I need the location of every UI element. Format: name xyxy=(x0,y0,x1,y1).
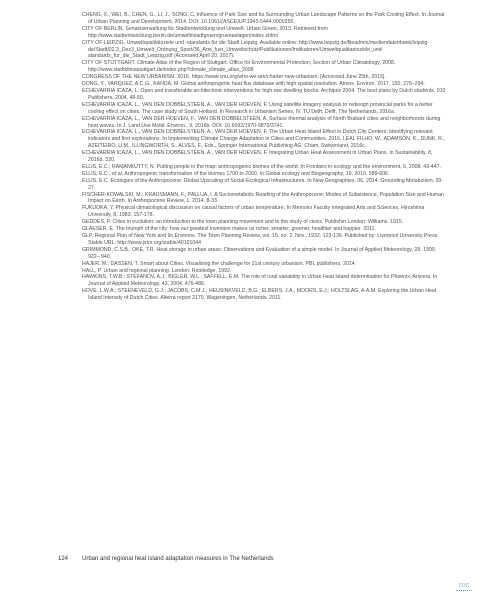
reference-entry: ELLIS, E.C.; RAMANKUTTY, N. Putting people in the map: anthropogenic biomes of the world. In Frontiers in ecology and the environment, 6, 2008. 43-447. xyxy=(82,163,441,170)
reference-entry: GEDDES, P. Cities in evolution: an introduction to the town planning movement and to the study of civics. Publisher London: Williams. 1915. xyxy=(82,219,404,226)
reference-entry: ECHEVARRIA ICAZA, L., VAN DEN DOBBELSTEEN, A., VAN DER HOEVEN, F. Integrating Urban Heat Assessment in Urban Plans. In Sustainability, 8, 2016d. 320. xyxy=(82,150,433,164)
reference-list xyxy=(82,12,448,302)
reference-entry: ECHEVARRIA ICAZA, L., VAN DEN DOBBELSTEEN, A., VAN DER HOEVEN, F. The Urban Heat Island Effect in Dutch City Centers: Identifying relevant indicators and first explorations. In Implementing Climate Change Adaptation in Cities and Communities, 2016. LEAL FILHO, W., ADAMSON, K., DUNK, R., AZEITEIRO, U.M., ILLINGWORTH, S., ALVES, F., Eds., Springer International Publishing AG: Cham, Switzerland, 2016c. xyxy=(82,129,445,150)
toc-label: TOC xyxy=(458,583,470,589)
reference-entry: ELLIS, E.C. Ecologies of the Anthropocene: Global Upscaling of Social-Ecological Infrastructures. In New Geographies, 06, 2014. Grounding Metabolism. 20-27. xyxy=(82,177,444,191)
reference-entry: ECHEVARRIA ICAZA, L. Open and transferable architectonic interventions for high rise dwelling blocks. Archiprix 2004. The best plans by Dutch students. 010 Publishers, 2004. 48-50. xyxy=(82,87,446,101)
reference-entry: HALL, P. Urban and regional planning. London: Routledge, 1992. xyxy=(82,267,232,274)
reference-entry: ECHEVARRIA ICAZA, L., VAN DER HOEVEN, F., VAN DEN DOBBELSTEEN, A. Surface thermal analysis of North Brabant cities and neighborhoods during heat waves. In J. Land Use Mobil. Environ., 9, 2016b. DOI: 10.6092/1970-9870/3741. xyxy=(82,115,441,129)
reference-entry: FUKUOKA, Y. Physical climatological discussion on causal factors of urban temperature. In Memoirs Faculty Integrated Arts and Sciences, Hiroshima University, 8, 1983. 157-178. xyxy=(82,205,425,219)
toc-link[interactable] xyxy=(456,583,472,593)
reference-entry: ELLIS, E.C., et al. Anthropogenic transformation of the biomes 1700 to 2000. In Global ecology and Biogeography, 19, 2010. 589-606. xyxy=(82,170,390,177)
reference-entry: CITY OF STUTTGART. Climate Atlas of the Region of Stuttgart. Office for Environmental Protection, Section of Urban Climatology, 2008. http://www.stadtklimastuttgart.de/index.php?climate_climate_atlas_2008 xyxy=(82,60,396,74)
reference-entry: CITY OF LEIPZIG. Umweltqualitätsziele und -standards für die Stadt Leipzig. Available online: http://www.leipzig.de/fileadmin/mediendatenbank/leipzig-de/Stadt/02.3_Dez3_Umwelt_Ordnung_Sport/36_Amt_fuer_Umweltschutz/Publikationen/Indikatoren/Umweltqualitaetsziele_und-standards_fur_die_Stadt_Leipzig.pdf (Accessed April 20, 2017). xyxy=(82,39,429,60)
reference-entry: ECHEVARRIA ICAZA, L., VAN DEN DOBBELSTEEN, A., VAN DER HOEVEN, F. Using satellite imagery analysis to redesign provincial parks for a better cooling effect on cities. The case study of South Holland. In Research in Urbanism Series, IV. TU Delft: Delft, The Netherlands, 2016a. xyxy=(82,101,433,115)
reference-entry: FISCHER-KOWALSKI, M.; KRAUSMANN, F.; PALLUA, I. A Sociometabolic Reading of the Anthropocene: Modes of Subsistence, Population Size and Human Impact on Earth. In Anthropocene Review, 1, 2014. 8-33. xyxy=(82,191,444,205)
reference-entry: CHENG, X., WEI, B., CHEN, G., LI, J., SONG, C. Influence of Park Size and Its Surrounding Urban Landscape Patterns on the Park Cooling Effect. In Journal of Urban Planning and Development, 2014. DOI: 10.1061/(ASCE)UP.1943-5444.0000256. xyxy=(82,12,445,25)
reference-entry: CITY OF BERLIN. Senatsverwaltung für Stadtentwicklung und Umwelt. Urban Green, 2013. Retrieved from http://www.stadtentwicklung.berlin.de/umwelt/stadtgruen/gruenanlagen/index.shtml xyxy=(82,25,328,39)
running-title: Urban and regional heat island adaptation measures in The Netherlands xyxy=(82,556,274,562)
reference-entry: HAWKINS, T.W.B.; STEFANOV, A.J.; BIGLER, W.L.; SAFFELL, E.M. The role of rural variability in Urban Heat Island determination for Phoenix, Arizona. In Journal of Applied Meteorology, 43, 2004. 476-486. xyxy=(82,274,438,288)
page-footer xyxy=(58,556,462,564)
toc-underline xyxy=(456,590,472,593)
reference-entry: GLP. Regional Plan of New York and Its Environs. The Town Planning Review, vol. 15, no. 2, Nov., 1932. 123-136. Published by: Liverpool University Press. Stable URL: http://www.jstor.org/stable/40101044 xyxy=(82,233,439,246)
reference-entry: HOVE, L.W.A.; STEENEVELD, G.J.; JACOBS, C.M.J.; HEUSINKVELD, B.G.; ELBERS, J.A.; MOORS, E.J.; HOLTSLAG, A.A.M. Exploring the Urban Heat Island Intensity of Dutch Cities. Alterra report 2170. Wageningen, Netherlands, 2011. xyxy=(82,288,437,302)
reference-entry: GLAESER, E. The triumph of the city: how our greatest invention makes us richer, smarter, greener, healthier and happier. 2011. xyxy=(82,226,376,233)
page-number: 124 xyxy=(58,556,69,562)
reference-entry: HAJER, M.; DASSEN, T. Smart about Cities. Visualising the challenge for 21st century urbanism. PBL publishers, 2014. xyxy=(82,260,357,267)
reference-entry: DONG, Y., VARQUEZ, A.C.G., KANDA, M. Global anthropogenic heat flux database with high spatial resolution. Atmos. Environ. 2017, 150, 276–294. xyxy=(82,81,425,88)
reference-entry: GRIMMOND, C.S.B.; OKE, T.R. Heat storage in urban areas: Observations and Evaluation of a simple model. In Journal of Applied Meteorology, 28, 1999. 922– 940. xyxy=(82,246,437,260)
reference-entry: CONGRESS OF THE NEW URBANISM. 2016. https://www.cnu.org/who-we-are/charter-new-urbanism. [Accessed June 25th, 2016]. xyxy=(82,74,386,81)
